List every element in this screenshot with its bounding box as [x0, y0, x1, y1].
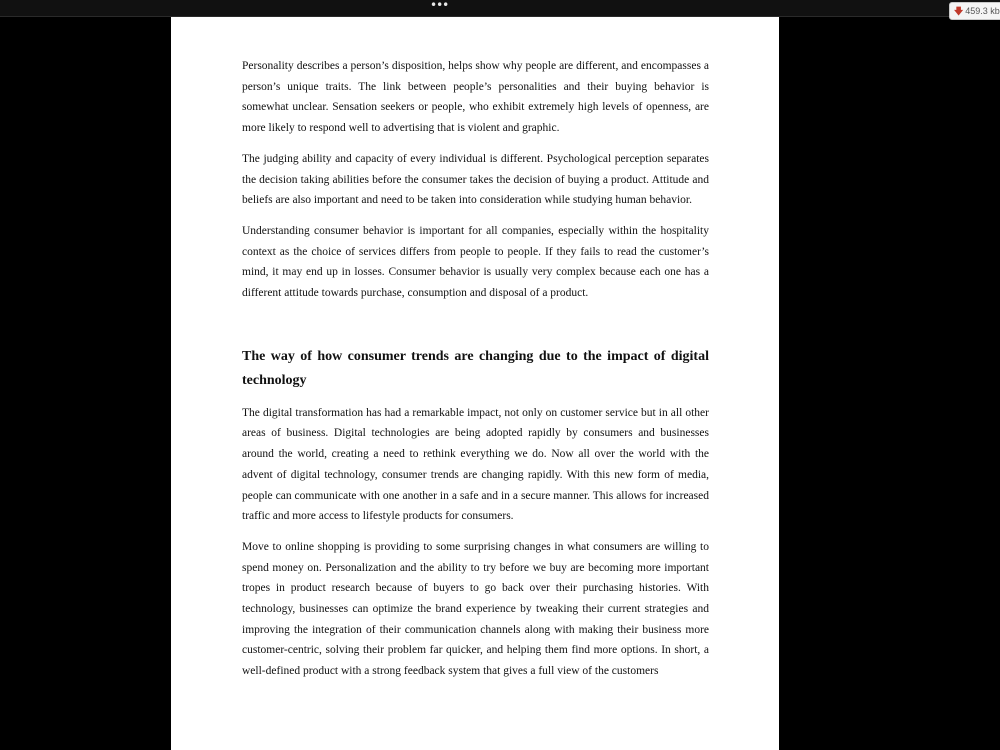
paragraph-personality: Personality describes a person’s disposition, helps show why people are different, and encompasses a person’s unique traits. The link between people’s personalities and their buying behavior is somewhat unclear. Sensation seekers or people, who exhibit extremely high levels of openness, are more likely to respond well to advertising that is violent and graphic. — [242, 60, 709, 135]
more-options-icon[interactable]: ••• — [430, 0, 449, 12]
section-heading: The way of how consumer trends are changing due to the impact of digital technology — [242, 348, 709, 388]
paragraph-online-shopping: Move to online shopping is providing to some surprising changes in what consumers are willing to spend money on. Personalization and the ability to try before we buy are becoming more important tropes in product research because of buyers to go back over their purchasing histories. With technology, businesses can optimize the brand experience by tweaking their current strategies and improving the integration of their communication channels along with making their business more customer-centric, solving their problem far quicker, and helping them find more options. In short, a well-defined product with a strong feedback system that gives a full view of the customers — [242, 540, 709, 678]
paragraph-understanding-behavior: Understanding consumer behavior is important for all companies, especially within the hospitality context as the choice of services differs from people to people. If they fails to read the customer’s mind, it may end up in losses. Consumer behavior is usually very complex because each one has a different attitude towards purchase, consumption and disposal of a product. — [242, 224, 709, 300]
download-arrow-icon: 🡇 — [954, 6, 964, 16]
viewer-toolbar — [0, 0, 1000, 17]
document-page[interactable] — [171, 17, 779, 750]
download-size-badge[interactable] — [949, 2, 1000, 20]
download-size-label: 459.3 kb — [965, 6, 1000, 16]
document-body — [242, 56, 709, 682]
paragraph-judging-ability: The judging ability and capacity of every individual is different. Psychological perception separates the decision taking abilities before the consumer takes the decision of buying a product. Attitude and beliefs are also important and need to be taken into consideration while studying human behavior. — [242, 152, 709, 207]
paragraph-digital-transformation: The digital transformation has had a remarkable impact, not only on customer service but in all other areas of business. Digital technologies are being adopted rapidly by consumers and businesses around the world, creating a need to rethink everything we do. Now all over the world with the advent of digital technology, consumer trends are changing rapidly. With this new form of media, people can communicate with one another in a safe and in a secure manner. This allows for increased traffic and more access to lifestyle products for consumers. — [242, 406, 709, 523]
